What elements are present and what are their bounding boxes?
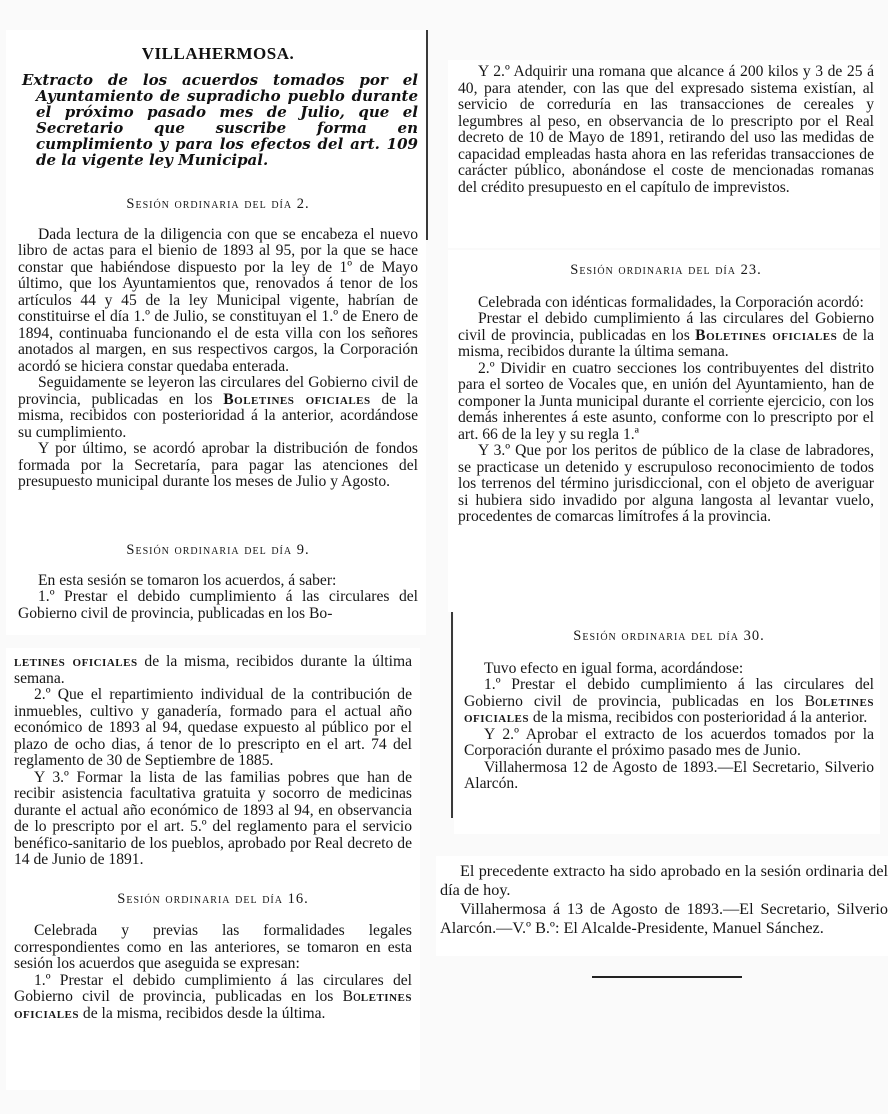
session-2-paragraph-2: [18, 375, 418, 441]
session-16-paragraph-3: Y 2.º Adquirir una romana que alcance á 200 kilos y 3 de 25 á 40, para atender, con las que del expresado sistema existían, al servicio de correduría en las transacciones de cereales y legumbres al peso, en observancia de lo prescripto por el Real decreto de 10 de Mayo de 1891, retirando del uso las medidas de capacidad empleadas hasta ahora en las referidas transacciones de carácter público, abonándose el coste de mencionadas romanas del crédito presupuesto en el capítulo de imprevistos.: [458, 63, 874, 196]
session-30-paragraph-3: Y 2.º Aprobar el extracto de los acuerdos tomados por la Corporación durante el próximo pasado mes de Junio.: [464, 725, 874, 759]
block-session-30: [454, 612, 880, 834]
session-16-p2-text: 1.º Prestar el debido cumplimiento á las circulares del Gobierno civil de provincia, publicadas en los Bo: [14, 971, 412, 1005]
session-16-p2-text-end: de la misma, recibidos desde la última.: [79, 1004, 326, 1022]
approval-paragraph-2: Villahermosa á 13 de Agosto de 1893.—El Secretario, Silverio Alarcón.—V.º B.º: El Alcalde-Presidente, Manuel Sánchez.: [440, 900, 888, 937]
session-23-heading: Sesión ordinaria del día 23.: [570, 262, 762, 278]
article-intro: Extracto de los acuerdos tomados por el Ayuntamiento de supradicho pueblo durante el próximo pasado mes de Julio, que el Secretario que suscribe forma en cumplimiento y para los efectos del art. 109 de la vigente ley Municipal.: [22, 71, 418, 169]
session-23-paragraph-1: Celebrada con idénticas formalidades, la Corporación acordó:: [478, 293, 864, 311]
session-30-signature: Villahermosa 12 de Agosto de 1893.—El Secretario, Silverio Alarcón.: [464, 758, 874, 792]
session-9-paragraph-2: 1.º Prestar el debido cumplimiento á las circulares del Gobierno civil de provincia, publicadas en los Bo-: [18, 588, 418, 622]
session-9-paragraph-3: [14, 654, 412, 687]
boletines-oficiales: letines oficiales: [14, 988, 412, 1022]
session-23-paragraph-2: [458, 311, 874, 361]
session-9-heading: Sesión ordinaria del día 9.: [126, 542, 310, 558]
session-9-paragraph-5: Y 3.º Formar la lista de las familias pobres que han de recibir asistencia facultativa gratuita y socorro de medicinas durante el actual año económico de 1893 al 94, en observancia de lo prescripto por el art. 5.º del reglamento para el servicio benéfico-sanitario de los pueblos, aprobado por Real decreto de 14 de Junio de 1891.: [14, 768, 412, 868]
boletines-oficiales: letines oficiales: [14, 653, 138, 670]
session-2-p2-text: Seguidamente se leyeron las circulares del Gobierno civil de provincia, publicadas en los: [18, 374, 418, 408]
session-30-paragraph-2: [464, 677, 874, 727]
block-session-16-cont: [448, 60, 880, 248]
session-2-heading: Sesión ordinaria del día 2.: [126, 196, 310, 212]
session-16-paragraph-1: Celebrada y previas las formalidades legales correspondientes como en las anteriores, se tomaron en esta sesión los acuerdos que aseguida se expresan:: [14, 922, 412, 972]
session-9-paragraph-1: En esta sesión se tomaron los acuerdos, á saber:: [38, 571, 337, 589]
approval-paragraph-1: El precedente extracto ha sido aprobado en la sesión ordinaria del día de hoy.: [440, 862, 888, 899]
session-2-p2-text-end: de la misma, recibidos con posterioridad á la anterior, acordándose su cumplimiento.: [18, 390, 418, 441]
block-session-9-16: [6, 648, 420, 1090]
session-9-paragraph-4: 2.º Que el repartimiento individual de la contribución de inmuebles, cultivo y ganadería, formado para el actual año económico de 1893 al 94, quedase expuesto al público por el plazo de ocho dias, á tenor de lo prescripto en el art. 74 del reglamento de 30 de Septiembre de 1885.: [14, 686, 412, 769]
column-divider-top: [426, 30, 428, 240]
session-2-paragraph-3: Y por último, se acordó aprobar la distribución de fondos formada por la Secretaría, para pagar las atenciones del presupuesto municipal durante los meses de Julio y Agosto.: [18, 440, 418, 490]
session-23-paragraph-4: Y 3.º Que por los peritos de público de la clase de labradores, se practicase un detenido y escrupuloso reconocimiento de todos los terrenos del término jurisdiccional, con el objeto de averiguar si hubiera sido invadido por alguna langosta al levantar vuelo, procedentes de comarcas limítrofes á la provincia.: [458, 442, 874, 525]
block-session-23: [448, 250, 880, 612]
session-30-p2-text: 1.º Prestar el debido cumplimiento á las circulares del Gobierno civil de provincia, publicadas en los Bo: [464, 676, 874, 710]
session-16-heading: Sesión ordinaria del día 16.: [117, 890, 309, 907]
session-30-p2-text-end: de la misma, recibidos con posterioridad á la anterior.: [529, 709, 868, 726]
session-16-paragraph-2: [14, 973, 412, 1023]
article-title: VILLAHERMOSA.: [141, 44, 295, 63]
session-2-paragraph-1: Dada lectura de la diligencia con que se encabeza el nuevo libro de actas para el bienio de 1893 al 95, por la que se hace constar que habiéndose dispuesto por la ley de 1º de Mayo último, que los Ayuntamientos que, renovados á tenor de los artículos 44 y 45 de la ley Municipal vigente, habrían de constituirse el día 1.º de Julio, se constituyan el 1.º de Enero de 1894, continuaba funcionando el de esta villa con los señores anotados al margen, en sus respectivos cargos, la Corporación acordó se hiciera constar quedaba enterada.: [18, 225, 418, 375]
session-23-p2-text: Prestar el debido cumplimiento á las circulares del Gobierno civil de provincia, publicadas en los: [458, 310, 874, 344]
session-9-p3-text: de la misma, recibidos durante la última semana.: [14, 653, 412, 687]
boletines-oficiales: letines oficiales: [464, 692, 874, 726]
closing-rule: [592, 976, 742, 978]
session-30-heading: Sesión ordinaria del día 30.: [573, 628, 765, 644]
session-23-p2-text-end: de la misma, recibidos durante la última semana.: [458, 326, 874, 360]
session-30-paragraph-1: Tuvo efecto en igual forma, acordándose:: [484, 659, 744, 677]
block-title-session-2: [6, 30, 426, 530]
block-session-9-start: [6, 530, 426, 635]
boletines-oficiales: Boletines oficiales: [695, 326, 838, 344]
session-23-paragraph-3: 2.º Dividir en cuatro secciones los contribuyentes del distrito para el sorteo de Vocales que, en unión del Ayuntamiento, han de componer la Junta municipal durante el corriente ejercicio, con los demás inherentes á este asunto, conforme con lo prescripto por el art. 66 de la ley y su regla 1.ª: [458, 359, 874, 443]
block-approval: [436, 856, 888, 956]
boletines-oficiales: Boletines oficiales: [223, 390, 371, 408]
